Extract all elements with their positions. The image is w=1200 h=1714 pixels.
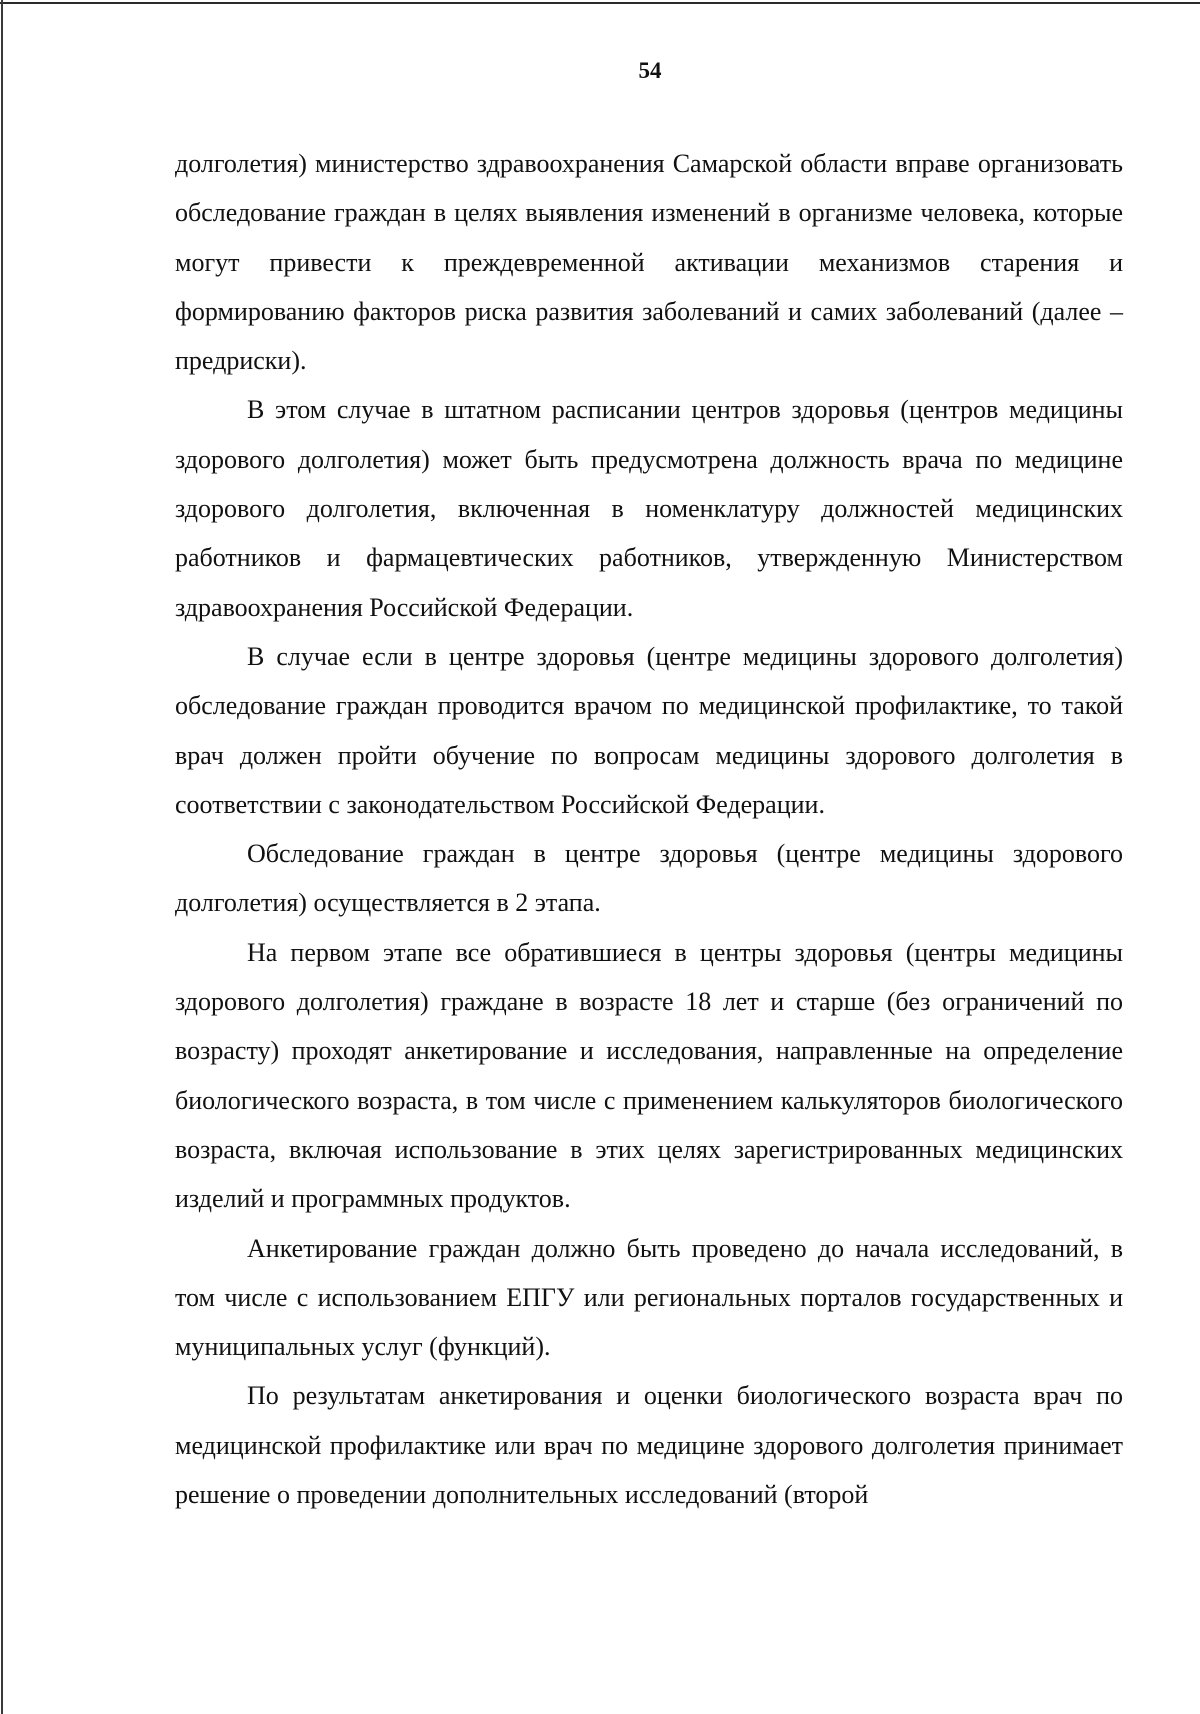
body-text bbox=[175, 139, 1123, 1519]
paragraph: В случае если в центре здоровья (центре медицины здорового долголетия) обследование граждан проводится врачом по медицинской профилактике, то такой врач должен пройти обучение по вопросам медицины здорового долголетия в соответствии с законодательством Российской Федерации. bbox=[175, 641, 1123, 819]
paragraph: В этом случае в штатном расписании центров здоровья (центров медицины здорового долголетия) может быть предусмотрена должность врача по медицине здорового долголетия, включенная в номенклатуру должностей медицинских работников и фармацевтических работников, утвержденную Министерством здравоохранения Российской Федерации. bbox=[175, 395, 1123, 622]
page-number: 54 bbox=[638, 58, 662, 83]
scan-top-edge bbox=[0, 2, 1200, 4]
paragraph: По результатам анкетирования и оценки биологического возраста врач по медицинской профилактике или врач по медицине здорового долголетия принимает решение о проведении дополнительных исследований (второй bbox=[175, 1381, 1123, 1510]
paragraph: На первом этапе все обратившиеся в центры здоровья (центры медицины здорового долголетия) граждане в возрасте 18 лет и старше (без ограничений по возрасту) проходят анкетирование и исследования, направленные на определение биологического возраста, в том числе с применением калькуляторов биологического возраста, включая использование в этих целях зарегистрированных медицинских изделий и программных продуктов. bbox=[175, 937, 1123, 1214]
paragraph: Обследование граждан в центре здоровья (центре медицины здорового долголетия) осуществляется в 2 этапа. bbox=[175, 839, 1123, 918]
paragraph: Анкетирование граждан должно быть проведено до начала исследований, в том числе с использованием ЕПГУ или региональных порталов государственных и муниципальных услуг (функций). bbox=[175, 1233, 1123, 1362]
paragraph: долголетия) министерство здравоохранения Самарской области вправе организовать обследование граждан в целях выявления изменений в организме человека, которые могут привести к преждевременной активации механизмов старения и формированию факторов риска развития заболеваний и самих заболеваний (далее – предриски). bbox=[175, 149, 1123, 376]
scan-left-edge bbox=[1, 0, 3, 1714]
